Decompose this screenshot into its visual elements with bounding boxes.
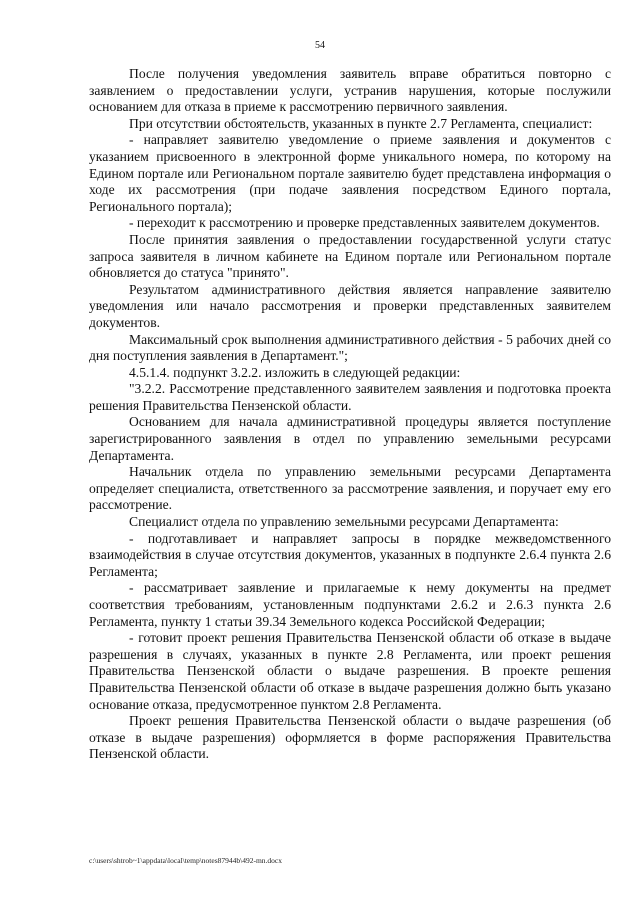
paragraph: 4.5.1.4. подпункт 3.2.2. изложить в следующей редакции: (129, 364, 461, 380)
paragraph: После получения уведомления заявитель вправе обратиться повторно с заявлением о предоставлении услуги, устранив нарушения, которые послужили основанием для отказа в приеме к рассмотрению первичного заявления. (89, 66, 611, 115)
file-path-footer: c:\users\shtrob~1\appdata\local\temp\notes87944b\492-mn.docx (89, 856, 282, 865)
paragraph: - подготавливает и направляет запросы в порядке межведомственного взаимодействия в случае отсутствия документов, указанных в подпункте 2.6.4 пункта 2.6 Регламента; (89, 530, 611, 579)
paragraph: При отсутствии обстоятельств, указанных в пункте 2.7 Регламента, специалист: (129, 115, 593, 131)
paragraph: - переходит к рассмотрению и проверке представленных заявителем документов. (129, 215, 600, 231)
paragraph: - готовит проект решения Правительства Пензенской области об отказе в выдаче разрешения в случаях, указанных в пункте 2.8 Регламента, или проект решения Правительства Пензенской области о выдаче разрешения. В проекте решения Правительства Пензенской области об отказе в выдаче разрешения должно быть указано основание отказа, предусмотренное пунктом 2.8 Регламента. (89, 630, 611, 712)
paragraph: "3.2.2. Рассмотрение представленного заявителем заявления и подготовка проекта решения Правительства Пензенской области. (89, 381, 611, 413)
paragraph: Проект решения Правительства Пензенской области о выдаче разрешения (об отказе в выдаче разрешения) оформляется в форме распоряжения Правительства Пензенской области. (89, 713, 611, 762)
paragraph: - рассматривает заявление и прилагаемые к нему документы на предмет соответствия требованиям, установленным подпунктами 2.6.2 и 2.6.3 пункта 2.6 Регламента, пункту 1 статьи 39.34 Земельного кодекса Российской Федерации; (89, 580, 611, 629)
paragraph: Начальник отдела по управлению земельными ресурсами Департамента определяет специалиста, ответственного за рассмотрение заявления, и поручает ему его рассмотрение. (89, 464, 611, 513)
paragraph: Результатом административного действия является направление заявителю уведомления или начало рассмотрения и проверки представленных заявителем документов. (89, 281, 611, 330)
paragraph: После принятия заявления о предоставлении государственной услуги статус запроса заявителя в личном кабинете на Едином портале или Региональном портале обновляется до статуса "принято". (89, 231, 611, 281)
page-number: 54 (315, 40, 325, 51)
paragraph: Специалист отдела по управлению земельными ресурсами Департамента: (129, 514, 559, 530)
paragraph: Максимальный срок выполнения административного действия - 5 рабочих дней со дня поступления заявления в Департамент."; (89, 331, 611, 364)
paragraph: - направляет заявителю уведомление о приеме заявления и документов с указанием присвоенного в электронной форме уникального номера, по которому на Едином портале или Региональном портале заявителю будет представлена информация о ходе их рассмотрения (при подаче заявления посредством Единого портала, Регионального портала); (89, 132, 611, 214)
document-body (89, 66, 611, 763)
paragraph: Основанием для начала административной процедуры является поступление зарегистрированного заявления в отдел по управлению земельными ресурсами Департамента. (89, 414, 611, 463)
